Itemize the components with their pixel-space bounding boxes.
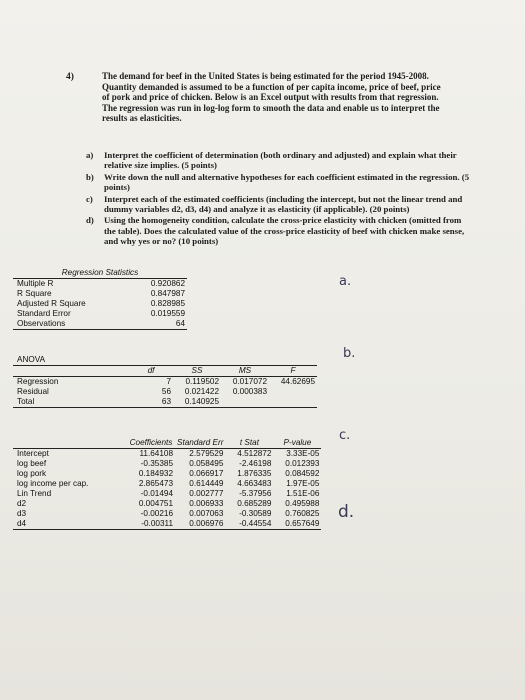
anova-header-ss: SS	[173, 366, 221, 377]
part-c-text: Interpret each of the estimated coefficients (including the intercept, but not the linear trend and dummy variables d2, d3, d4) and analyze it as elasticity (if applicable). (20 points)	[104, 193, 463, 215]
question-intro: The demand for beef in the United States is being estimated for the period 1945-2008. Quantity demanded is assumed to be a function of per capita income, price of beef, price of pork and price of chicken. Below is an Excel output with results from that regression. The regression was run in log-log form to smooth the data and enable us to interpret the results as elasticities.	[102, 71, 441, 124]
regression-statistics-title: Regression Statistics	[13, 268, 187, 279]
table-row: Total 63 0.140925	[13, 397, 317, 408]
handwritten-note-a: a.	[339, 274, 352, 289]
table-row: log income per cap. 2.865473 0.614449 4.663483 1.97E-05	[17, 479, 320, 488]
part-a-text: Interpret the coefficient of determination (both ordinary and adjusted) and explain what their relative size implies. (5 points)	[104, 150, 457, 171]
table-row: Intercept 11.64108 2.579529 4.512872 3.33E-05	[17, 449, 320, 458]
part-d	[86, 215, 471, 246]
part-a	[86, 150, 471, 171]
anova-title: ANOVA	[13, 355, 129, 366]
table-row: Standard Error 0.019559	[17, 309, 185, 318]
handwritten-note-c: c.	[339, 428, 351, 443]
question-number: 4)	[66, 72, 74, 82]
part-c	[86, 194, 471, 215]
coef-header-t-stat: t Stat	[225, 438, 273, 449]
table-row: Residual 56 0.021422 0.000383	[17, 387, 267, 396]
table-row: Multiple R 0.920862	[17, 279, 185, 288]
table-row: log beef -0.35385 0.058495 -2.46198 0.012393	[17, 459, 320, 468]
table-row: R Square 0.847987	[17, 289, 185, 298]
table-row: Adjusted R Square 0.828985	[17, 299, 185, 308]
coef-header-p-value: P-value	[273, 438, 321, 449]
table-row: log pork 0.184932 0.066917 1.876335 0.084592	[17, 469, 320, 478]
table-row: Regression 7 0.119502 0.017072 44.62695	[17, 377, 315, 386]
handwritten-note-b: b.	[343, 346, 356, 361]
anova-header-ms: MS	[221, 366, 269, 377]
anova-table	[13, 355, 317, 408]
part-d-text: Using the homogeneity condition, calculate the cross-price elasticity with chicken (omitted from the table). Does the calculated value of the cross-price elasticity of beef with chicken make sense, and why yes or no? (10 points)	[104, 215, 465, 247]
table-row: Lin Trend -0.01494 0.002777 -5.37956 1.51E-06	[17, 489, 320, 498]
coef-header-coefficients: Coefficients	[127, 438, 175, 449]
part-b-tag: b)	[86, 171, 94, 182]
part-b	[86, 172, 471, 193]
part-b-text: Write down the null and alternative hypotheses for each coefficient estimated in the regression. (5 points)	[104, 171, 470, 193]
table-row: d3 -0.00216 0.007063 -0.30589 0.760825	[17, 509, 320, 518]
table-row: Observations 64	[13, 319, 187, 330]
regression-statistics-table	[13, 268, 187, 330]
anova-header-df: df	[129, 366, 173, 377]
part-a-tag: a)	[86, 150, 94, 160]
table-row: d2 0.004751 0.006933 0.685289 0.495988	[17, 499, 320, 508]
part-d-tag: d)	[86, 215, 94, 226]
coefficients-table	[13, 438, 321, 530]
coef-header-standard-error: Standard Err	[177, 438, 224, 447]
anova-header-f: F	[269, 366, 317, 377]
part-c-tag: c)	[86, 193, 93, 204]
handwritten-note-d: d.	[338, 502, 355, 522]
question-parts	[86, 150, 471, 248]
table-row: d4 -0.00311 0.006976 -0.44554 0.657649	[13, 519, 321, 530]
